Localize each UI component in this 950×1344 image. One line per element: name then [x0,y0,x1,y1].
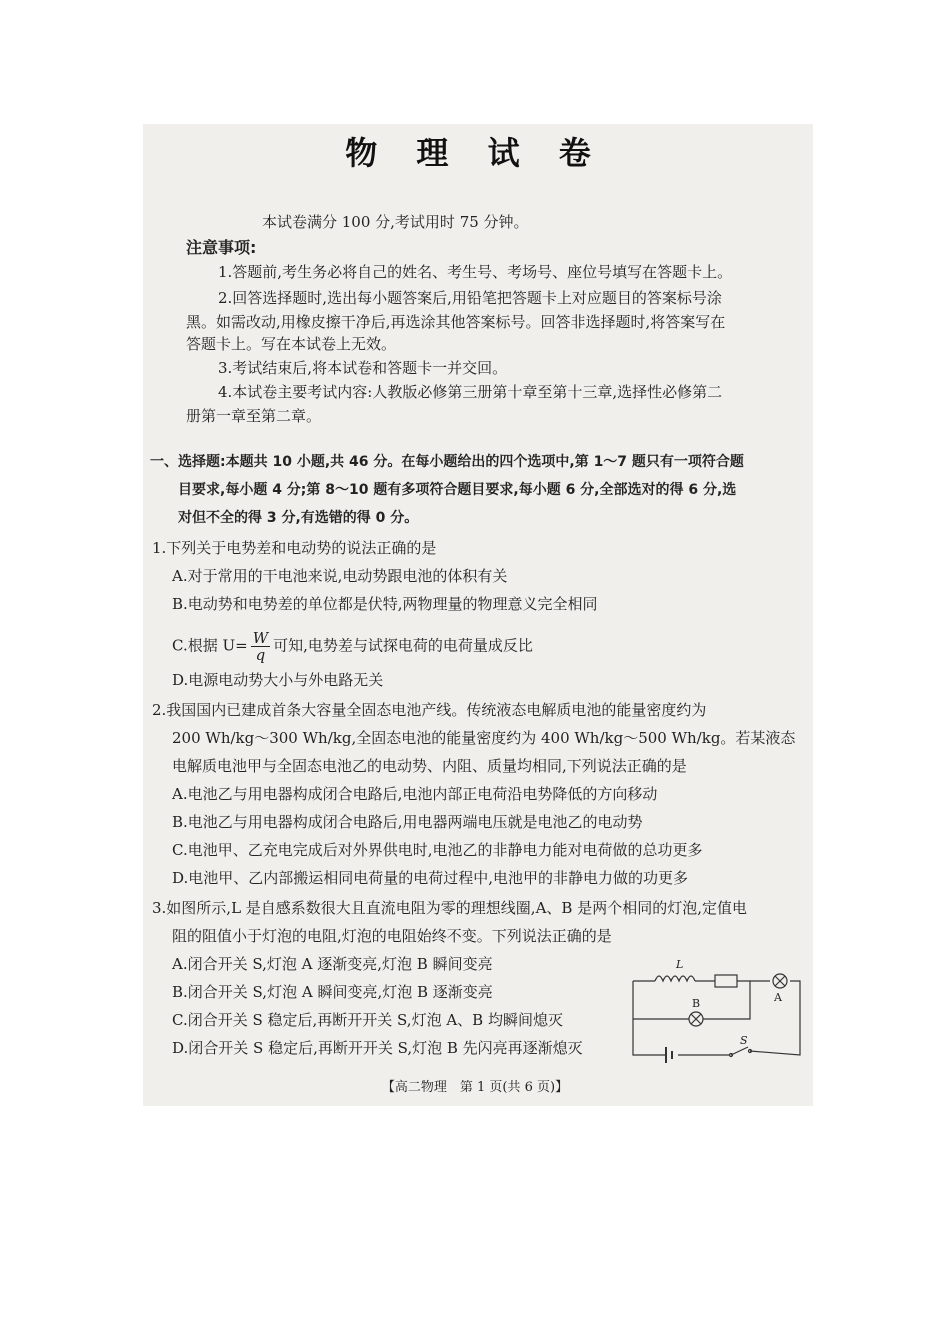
question-2-stem: 2.我国国内已建成首条大容量全固态电池产线。传统液态电解质电池的能量密度约为 [152,701,707,719]
question-2-option-b: B.电池乙与用电器构成闭合电路后,用电器两端电压就是电池乙的电动势 [172,813,643,831]
notice-line: 黑。如需改动,用橡皮擦干净后,再选涂其他答案标号。回答非选择题时,将答案写在 [186,313,726,331]
notice-line: 答题卡上。写在本试卷上无效。 [186,335,397,353]
fraction-denominator: q [255,646,266,664]
fraction [251,630,270,663]
question-3-option-c: C.闭合开关 S 稳定后,再断开开关 S,灯泡 A、B 均瞬间熄灭 [172,1011,563,1029]
question-1-option-a: A.对于常用的干电池来说,电动势跟电池的体积有关 [172,567,508,585]
question-3-option-d: D.闭合开关 S 稳定后,再断开开关 S,灯泡 B 先闪亮再逐渐熄灭 [172,1039,583,1057]
question-2-option-d: D.电池甲、乙内部搬运相同电荷量的电荷过程中,电池甲的非静电力做的功更多 [172,869,689,887]
question-3-option-b: B.闭合开关 S,灯泡 A 瞬间变亮,灯泡 B 逐渐变亮 [172,983,493,1001]
question-1-stem: 1.下列关于电势差和电动势的说法正确的是 [152,539,437,557]
inductor-label: L [676,958,684,971]
battery [666,1047,672,1063]
switch-lever [731,1047,748,1055]
option-c-suffix: 可知,电势差与试探电荷的电荷量成反比 [273,636,533,655]
question-1-option-b: B.电动势和电势差的单位都是伏特,两物理量的物理意义完全相同 [172,595,598,613]
option-c-prefix: C.根据 U= [172,636,248,655]
switch-label: S [740,1034,748,1047]
notice-line: 2.回答选择题时,选出每小题答案后,用铅笔把答题卡上对应题目的答案标号涂 [218,289,722,307]
page-title: 物 理 试 卷 [345,134,605,172]
circuit-diagram [600,955,805,1063]
page-footer: 【高二物理 第 1 页(共 6 页)】 [381,1080,569,1095]
circuit-wire [633,981,666,1055]
question-1-option-d: D.电源电动势大小与外电路无关 [172,671,384,689]
question-2-stem: 200 Wh/kg～300 Wh/kg,全固态电池的能量密度约为 400 Wh/kg～500 Wh/kg。若某液态 [172,729,796,747]
question-2-option-a: A.电池乙与用电器构成闭合电路后,电池内部正电荷沿电势降低的方向移动 [172,785,658,803]
section-heading: 目要求,每小题 4 分;第 8～10 题有多项符合题目要求,每小题 6 分,全部选对的得 6 分,选 [178,482,737,498]
resistor [715,975,737,987]
notice-heading: 注意事项: [186,238,257,257]
notice-line: 册第一章至第二章。 [186,407,322,425]
exam-subtitle: 本试卷满分 100 分,考试用时 75 分钟。 [262,213,529,231]
fraction-numerator: W [252,629,269,647]
inductor-coil [655,976,695,981]
notice-line: 4.本试卷主要考试内容:人教版必修第三册第十章至第十三章,选择性必修第二 [218,383,723,401]
question-3-option-a: A.闭合开关 S,灯泡 A 逐渐变亮,灯泡 B 瞬间变亮 [172,955,493,973]
bulb-b-label: B [692,997,701,1010]
bulb-a-label: A [774,991,782,1004]
section-heading: 一、选择题:本题共 10 小题,共 46 分。在每小题给出的四个选项中,第 1～7 题只有一项符合题 [150,454,744,470]
question-2-option-c: C.电池甲、乙充电完成后对外界供电时,电池乙的非静电力能对电荷做的总功更多 [172,841,703,859]
bulb-a-cross [775,976,785,986]
notice-line: 3.考试结束后,将本试卷和答题卡一并交回。 [218,359,508,377]
question-3-stem: 阻的阻值小于灯泡的电阻,灯泡的电阻始终不变。下列说法正确的是 [172,927,612,945]
question-2-stem: 电解质电池甲与全固态电池乙的电动势、内阻、质量均相同,下列说法正确的是 [172,757,687,775]
question-1-option-c [172,630,533,663]
section-heading: 对但不全的得 3 分,有选错的得 0 分。 [178,510,419,526]
notice-line: 1.答题前,考生务必将自己的姓名、考生号、考场号、座位号填写在答题卡上。 [218,263,733,281]
question-3-stem: 3.如图所示,L 是自感系数很大且直流电阻为零的理想线圈,A、B 是两个相同的灯泡,定值电 [152,899,747,917]
